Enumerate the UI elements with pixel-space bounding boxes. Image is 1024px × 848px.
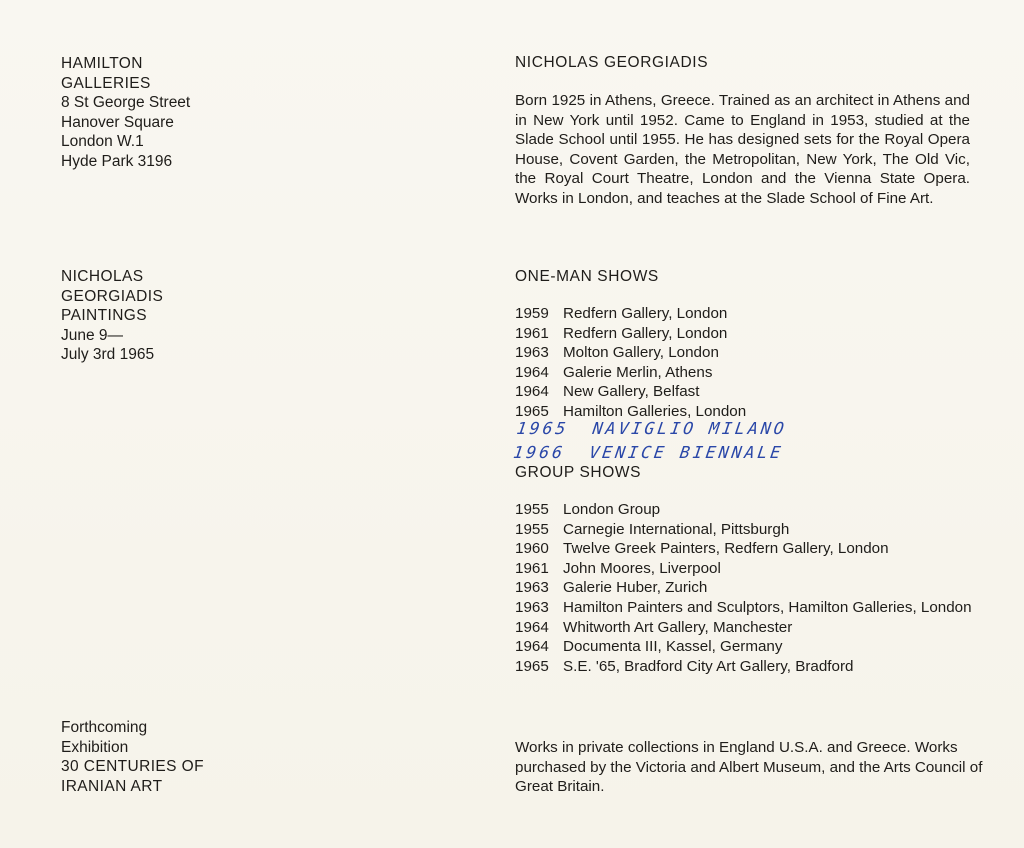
list-item [515,598,983,618]
gallery-name-line-2: GALLERIES [61,74,151,92]
exhibition-info [61,267,163,365]
list-item [515,324,983,344]
show-venue: Molton Gallery, London [563,344,719,362]
forthcoming-exhibition [61,718,204,796]
list-item [515,363,983,383]
list-item [515,637,983,657]
exhibition-artist-last: GEORGIADIS [61,287,164,305]
show-venue: Carnegie International, Pittsburgh [563,520,790,538]
show-venue: Redfern Gallery, London [563,305,728,322]
show-venue: Redfern Gallery, London [563,324,728,342]
show-year: 1955 [515,501,549,518]
list-item [515,618,983,638]
list-item [515,343,983,363]
gallery-name-line-1: HAMILTON [61,55,143,72]
show-venue: Hamilton Galleries, London [563,402,747,420]
show-venue: Hamilton Painters and Sculptors, Hamilton Galleries, London [563,598,972,616]
collections-note: Works in private collections in England U.S.A. and Greece. Works purchased by the Victoria and Albert Museum, and the Arts Council of Great Britain. [515,739,983,796]
show-year: 1965 [515,402,549,420]
show-year: 1961 [515,559,549,577]
exhibition-artist-first: NICHOLAS [61,268,144,285]
list-item [515,520,983,540]
exhibition-end: July 3rd 1965 [61,346,155,364]
handwritten-venue: NAVIGLIO MILANO [591,419,789,438]
group-shows-list [515,500,983,676]
show-year: 1955 [515,520,549,538]
handwritten-annotation [512,417,789,465]
show-venue: London Group [563,501,661,518]
show-year: 1960 [515,540,549,558]
show-year: 1961 [515,324,549,342]
artist-name-heading: NICHOLAS GEORGIADIS [515,54,709,71]
show-venue: New Gallery, Belfast [563,383,700,401]
list-item [515,578,983,598]
show-year: 1964 [515,618,549,636]
forthcoming-title-2: IRANIAN ART [61,777,163,795]
handwritten-year: 1966 [512,443,567,462]
forthcoming-label-1: Forthcoming [61,719,148,736]
show-year: 1965 [515,657,549,675]
list-item [515,657,983,677]
artist-biography: Born 1925 in Athens, Greece. Trained as an architect in Athens and in New York until 1952. Came to England in 1953, studied at the Slade School until 1955. He has designed sets for the Royal Opera House, Covent Garden, the Metropolitan, New York, The Old Vic, the Royal Court Theatre, London and the Vienna State Opera. Works in London, and teaches at the Slade School of Fine Art. [515,92,970,207]
handwritten-line [515,417,788,441]
group-shows-heading: GROUP SHOWS [515,464,642,481]
forthcoming-label-2: Exhibition [61,738,129,756]
forthcoming-title-1: 30 CENTURIES OF [61,758,204,776]
gallery-square: Hanover Square [61,113,174,131]
show-year: 1963 [515,598,549,616]
show-venue: Galerie Merlin, Athens [563,363,713,381]
exhibition-type: PAINTINGS [61,307,147,325]
show-year: 1964 [515,363,549,381]
one-man-shows-heading: ONE-MAN SHOWS [515,268,659,285]
show-year: 1964 [515,383,549,401]
show-year: 1959 [515,305,549,322]
gallery-address [61,54,190,172]
show-year: 1964 [515,638,549,656]
list-item [515,304,983,324]
list-item [515,559,983,579]
handwritten-venue: VENICE BIENNALE [588,443,785,462]
handwritten-line [512,441,785,465]
list-item [515,539,983,559]
gallery-street: 8 St George Street [61,94,191,112]
show-year: 1963 [515,579,549,597]
one-man-shows-list [515,304,983,422]
show-venue: Documenta III, Kassel, Germany [563,638,783,656]
show-year: 1963 [515,344,549,362]
handwritten-year: 1965 [515,419,570,438]
show-venue: John Moores, Liverpool [563,559,721,577]
show-venue: Galerie Huber, Zurich [563,579,708,597]
exhibition-start: June 9— [61,326,124,344]
show-venue: Whitworth Art Gallery, Manchester [563,618,793,636]
show-venue: Twelve Greek Painters, Redfern Gallery, London [563,540,889,558]
show-venue: S.E. '65, Bradford City Art Gallery, Bradford [563,657,854,675]
list-item [515,500,983,520]
gallery-city: London W.1 [61,133,144,151]
gallery-phone: Hyde Park 3196 [61,152,173,170]
list-item [515,382,983,402]
